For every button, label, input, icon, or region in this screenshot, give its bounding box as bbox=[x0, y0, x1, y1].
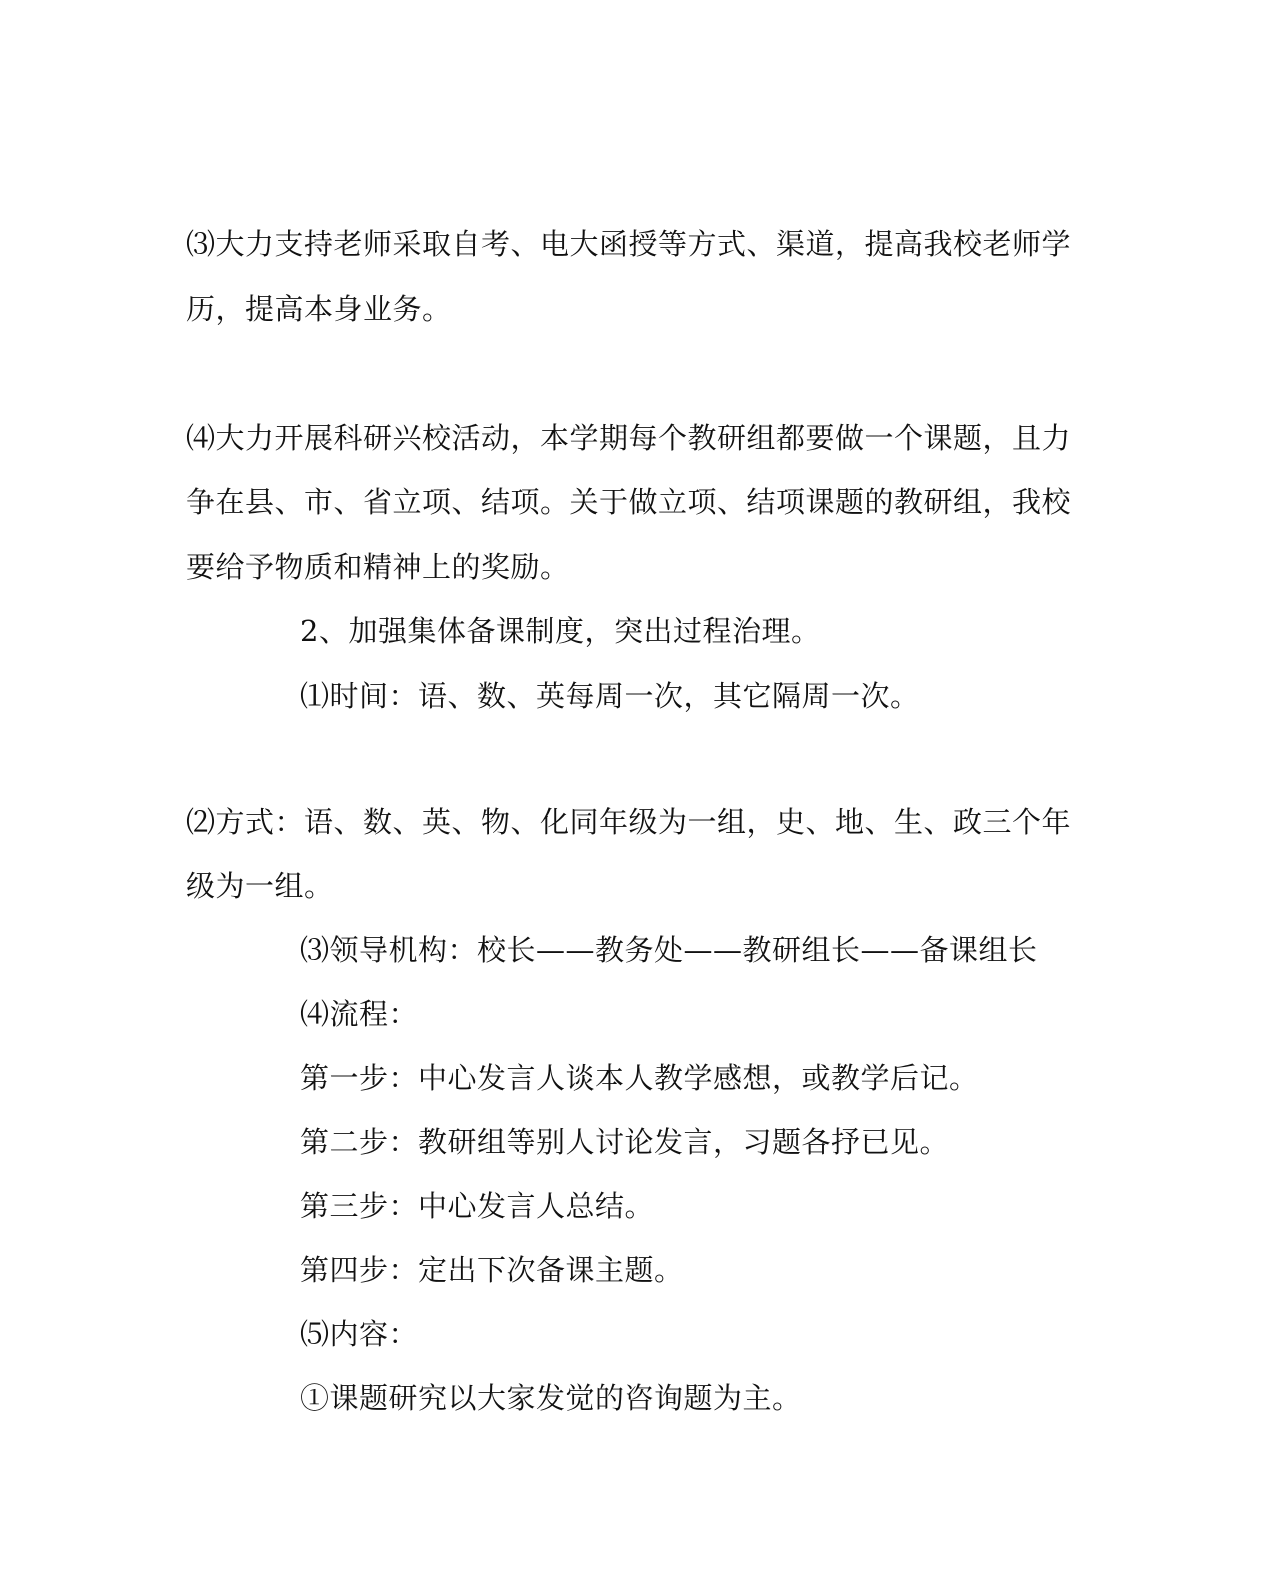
content-item-1: ①课题研究以大家发觉的咨询题为主。 bbox=[300, 1381, 802, 1415]
step-2: 第二步：教研组等别人讨论发言，习题各抒已见。 bbox=[300, 1125, 950, 1159]
item-2-line-2: 级为一组。 bbox=[186, 869, 334, 903]
step-1: 第一步：中心发言人谈本人教学感想，或教学后记。 bbox=[300, 1061, 979, 1095]
paragraph-3-line-2: 历，提高本身业务。 bbox=[186, 292, 452, 326]
paragraph-4-line-3: 要给予物质和精神上的奖励。 bbox=[186, 550, 570, 584]
item-1-time: ⑴时间：语、数、英每周一次，其它隔周一次。 bbox=[300, 679, 920, 713]
paragraph-4-line-1: ⑷大力开展科研兴校活动，本学期每个教研组都要做一个课题，且力 bbox=[186, 421, 1072, 455]
item-2-line-1: ⑵方式：语、数、英、物、化同年级为一组，史、地、生、政三个年 bbox=[186, 805, 1072, 839]
item-3-leadership: ⑶领导机构：校长——教务处——教研组长——备课组长 bbox=[300, 933, 1038, 967]
step-4: 第四步：定出下次备课主题。 bbox=[300, 1253, 684, 1287]
paragraph-3-line-1: ⑶大力支持老师采取自考、电大函授等方式、渠道，提高我校老师学 bbox=[186, 227, 1072, 261]
item-4-process: ⑷流程： bbox=[300, 997, 419, 1031]
section-2-heading: 2、加强集体备课制度，突出过程治理。 bbox=[300, 614, 821, 648]
step-3: 第三步：中心发言人总结。 bbox=[300, 1189, 655, 1223]
item-5-content: ⑸内容： bbox=[300, 1317, 419, 1351]
paragraph-4-line-2: 争在县、市、省立项、结项。关于做立项、结项课题的教研组，我校 bbox=[186, 485, 1072, 519]
